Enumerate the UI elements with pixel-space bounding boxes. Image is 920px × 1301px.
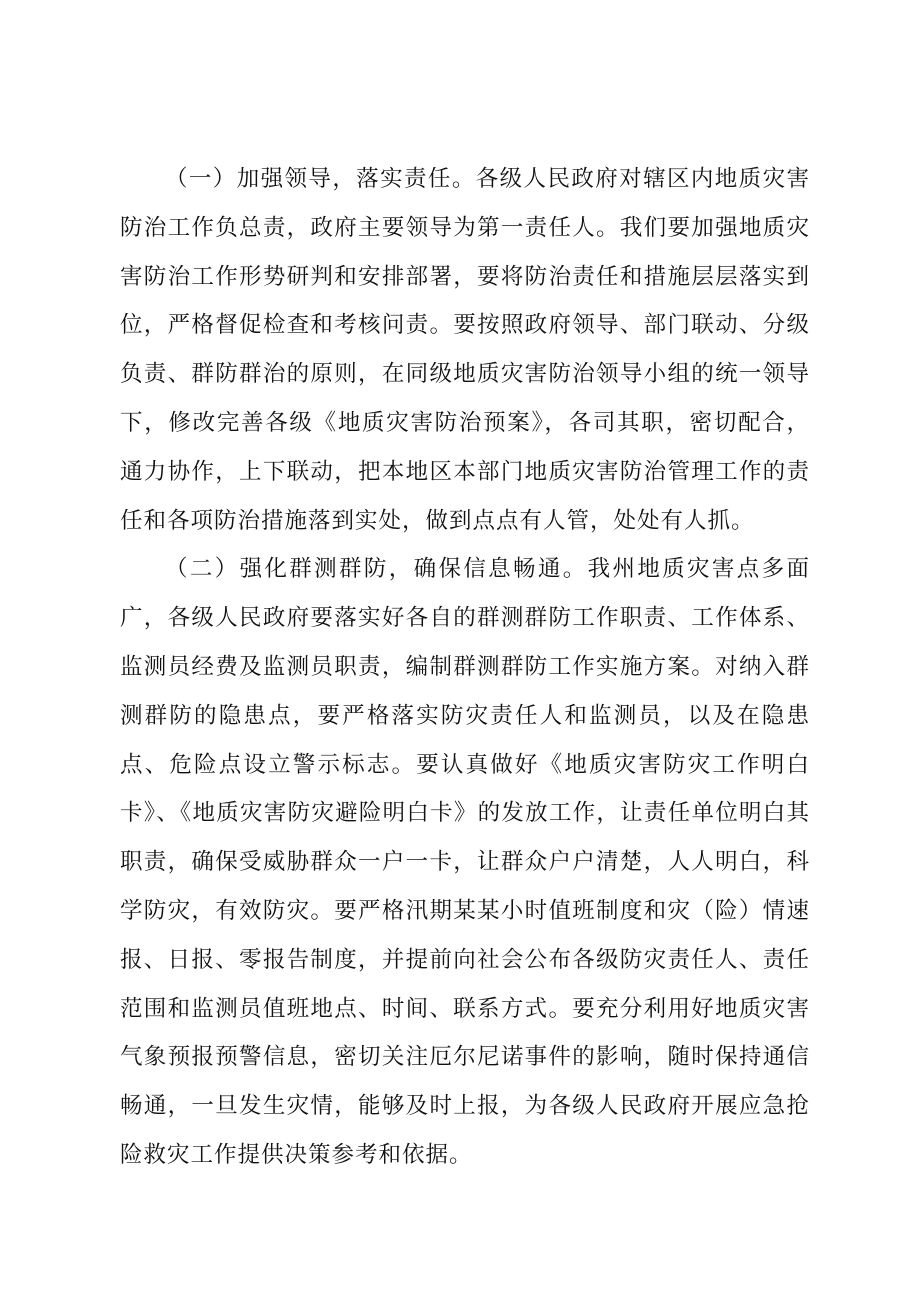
paragraph-monitoring: （二）强化群测群防，确保信息畅通。我州地质灾害点多面广，各级人民政府要落实好各自的群测群防工作职责、工作体系、监测员经费及监测员职责，编制群测群防工作实施方案。对纳入群测群防的隐患点，要严格落实防灾责任人和监测员，以及在隐患点、危险点设立警示标志。要认真做好《地质灾害防灾工作明白卡》、《地质灾害防灾避险明白卡》的发放工作，让责任单位明白其职责，确保受威胁群众一户一卡，让群众户户清楚，人人明白，科学防灾，有效防灾。要严格汛期某某小时值班制度和灾（险）情速报、日报、零报告制度，并提前向社会公布各级防灾责任人、责任范围和监测员值班地点、时间、联系方式。要充分利用好地质灾害气象预报预警信息，密切关注厄尔尼诺事件的影响，随时保持通信畅通，一旦发生灾情，能够及时上报，为各级人民政府开展应急抢险救灾工作提供决策参考和依据。 <box>120 556 810 1168</box>
document-body <box>120 155 810 1180</box>
paragraph-leadership: （一）加强领导，落实责任。各级人民政府对辖区内地质灾害防治工作负总责，政府主要领导为第一责任人。我们要加强地质灾害防治工作形势研判和安排部署，要将防治责任和措施层层落实到位，严格督促检查和考核问责。要按照政府领导、部门联动、分级负责、群防群治的原则，在同级地质灾害防治领导小组的统一领导下，修改完善各级《地质灾害防治预案》，各司其职，密切配合，通力协作，上下联动，把本地区本部门地质灾害防治管理工作的责任和各项防治措施落到实处，做到点点有人管，处处有人抓。 <box>120 166 810 534</box>
